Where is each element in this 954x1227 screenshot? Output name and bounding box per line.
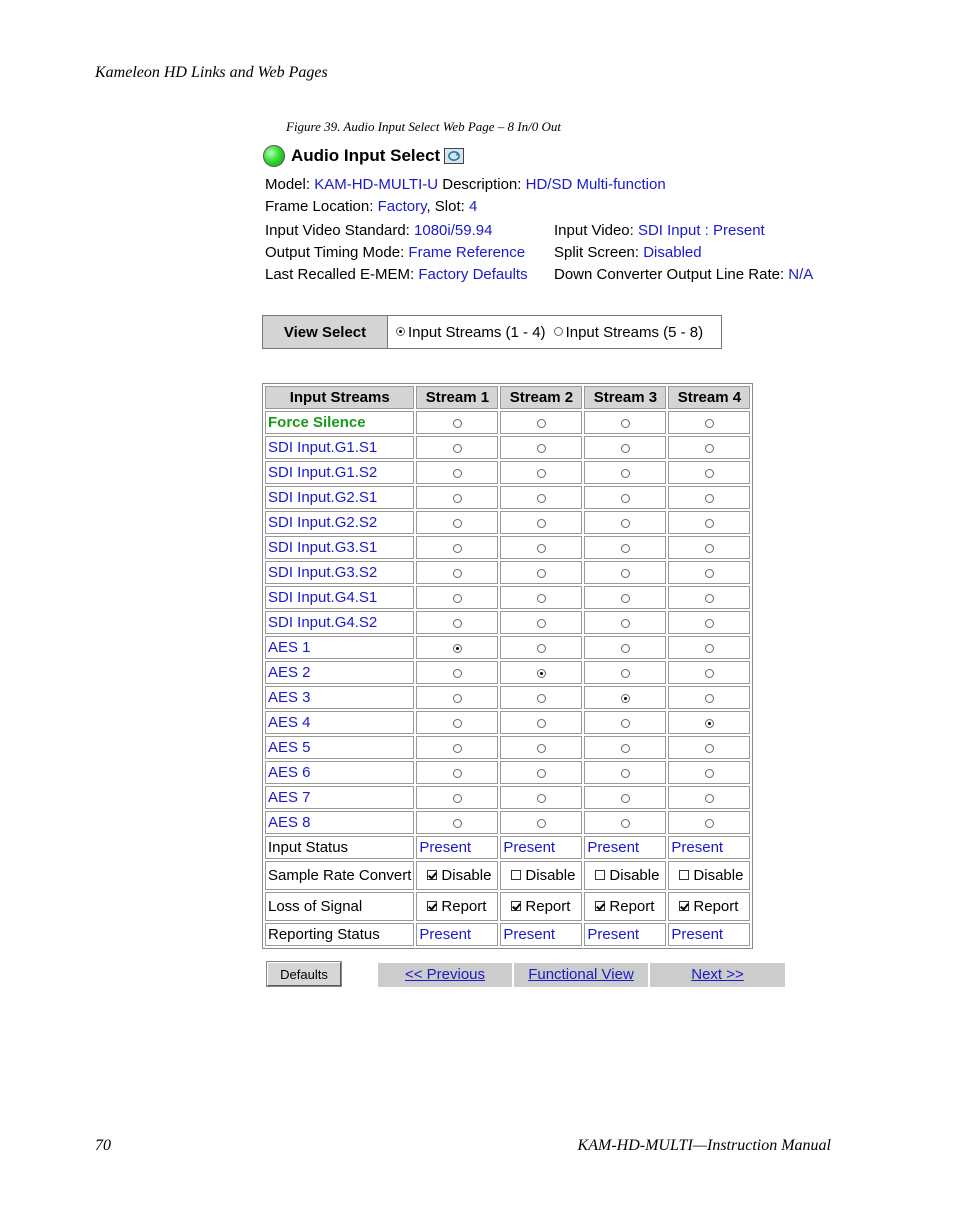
loss-of-signal-row-label: Loss of Signal bbox=[265, 892, 414, 921]
input-source-link[interactable]: AES 5 bbox=[265, 736, 414, 759]
checkbox-label: Disable bbox=[441, 867, 492, 884]
stream-radio-button[interactable] bbox=[537, 444, 546, 453]
frame-location-value[interactable]: Factory bbox=[377, 198, 427, 215]
refresh-icon[interactable] bbox=[444, 148, 464, 164]
page-title: Audio Input Select bbox=[291, 146, 441, 165]
checkbox-cell bbox=[500, 861, 582, 890]
stream-radio-button[interactable] bbox=[621, 519, 630, 528]
stream-radio-button[interactable] bbox=[453, 469, 462, 478]
stream-radio-cell bbox=[584, 686, 666, 709]
stream-radio-button[interactable] bbox=[705, 694, 714, 703]
model-line bbox=[265, 176, 666, 193]
stream-radio-button[interactable] bbox=[705, 769, 714, 778]
input-source-link[interactable]: SDI Input.G3.S1 bbox=[265, 536, 414, 559]
page-number: 70 bbox=[95, 1137, 111, 1154]
table-row bbox=[265, 761, 750, 784]
stream-radio-cell bbox=[416, 686, 498, 709]
status-value[interactable]: Present bbox=[584, 836, 666, 859]
stream-radio-cell bbox=[416, 511, 498, 534]
stream-radio-cell bbox=[416, 636, 498, 659]
description-value: HD/SD Multi-function bbox=[525, 176, 666, 193]
frame-location-label: Frame Location: bbox=[265, 198, 374, 215]
reporting-status-row-label: Reporting Status bbox=[265, 923, 414, 946]
stream-radio-button[interactable] bbox=[453, 819, 462, 828]
stream-radio-cell bbox=[500, 786, 582, 809]
stream-radio-button[interactable] bbox=[537, 544, 546, 553]
input-source-link[interactable]: AES 7 bbox=[265, 786, 414, 809]
table-row bbox=[265, 811, 750, 834]
stream-radio-cell bbox=[584, 586, 666, 609]
checkbox-cell bbox=[584, 861, 666, 890]
input-source-link[interactable]: SDI Input.G4.S2 bbox=[265, 611, 414, 634]
manual-title: KAM-HD-MULTI—Instruction Manual bbox=[577, 1137, 831, 1154]
stream-radio-cell bbox=[500, 736, 582, 759]
table-row bbox=[265, 461, 750, 484]
force-silence-label: Force Silence bbox=[265, 411, 414, 434]
checkbox-label: Report bbox=[441, 898, 487, 915]
table-row bbox=[265, 586, 750, 609]
stream-radio-button[interactable] bbox=[453, 444, 462, 453]
frame-location-line bbox=[265, 198, 477, 215]
stream-radio-cell bbox=[500, 436, 582, 459]
table-row bbox=[265, 661, 750, 684]
col-header-input-streams: Input Streams bbox=[265, 386, 414, 409]
split-screen-label: Split Screen: bbox=[554, 244, 640, 261]
stream-radio-button[interactable] bbox=[537, 769, 546, 778]
stream-radio-cell bbox=[668, 461, 750, 484]
input-source-link[interactable]: AES 8 bbox=[265, 811, 414, 834]
stream-radio-button[interactable] bbox=[705, 719, 714, 728]
stream-radio-cell bbox=[668, 661, 750, 684]
table-row bbox=[265, 561, 750, 584]
checkbox-label: Report bbox=[693, 898, 739, 915]
stream-radio-button[interactable] bbox=[705, 419, 714, 428]
checkbox-cell bbox=[416, 892, 498, 921]
stream-radio-button[interactable] bbox=[705, 619, 714, 628]
stream-radio-button[interactable] bbox=[453, 419, 462, 428]
stream-radio-button[interactable] bbox=[537, 494, 546, 503]
output-timing-mode-line bbox=[265, 244, 525, 261]
functional-view-link[interactable]: Functional View bbox=[514, 963, 648, 987]
stream-radio-cell bbox=[668, 511, 750, 534]
stream-radio-button[interactable] bbox=[453, 769, 462, 778]
stream-radio-cell bbox=[416, 736, 498, 759]
input-source-link[interactable]: SDI Input.G3.S2 bbox=[265, 561, 414, 584]
stream-radio-cell bbox=[584, 811, 666, 834]
stream-radio-cell bbox=[500, 611, 582, 634]
stream-radio-cell bbox=[416, 461, 498, 484]
stream-radio-button[interactable] bbox=[705, 794, 714, 803]
table-row bbox=[265, 486, 750, 509]
stream-radio-cell bbox=[584, 636, 666, 659]
checkbox[interactable] bbox=[595, 870, 605, 880]
last-recalled-label: Last Recalled E-MEM: bbox=[265, 266, 415, 283]
stream-radio-cell bbox=[668, 411, 750, 434]
input-status-row-label: Input Status bbox=[265, 836, 414, 859]
stream-radio-button[interactable] bbox=[705, 669, 714, 678]
stream-radio-button[interactable] bbox=[705, 544, 714, 553]
stream-radio-button[interactable] bbox=[621, 744, 630, 753]
stream-radio-button[interactable] bbox=[537, 469, 546, 478]
stream-radio-cell bbox=[500, 711, 582, 734]
stream-radio-button[interactable] bbox=[453, 669, 462, 678]
split-screen-value[interactable]: Disabled bbox=[643, 244, 702, 261]
stream-radio-button[interactable] bbox=[537, 794, 546, 803]
stream-radio-cell bbox=[668, 761, 750, 784]
status-value[interactable]: Present bbox=[668, 923, 750, 946]
stream-radio-button[interactable] bbox=[621, 419, 630, 428]
stream-radio-cell bbox=[668, 536, 750, 559]
last-recalled-value[interactable]: Factory Defaults bbox=[418, 266, 528, 283]
stream-radio-cell bbox=[584, 436, 666, 459]
stream-radio-cell bbox=[584, 711, 666, 734]
table-row bbox=[265, 736, 750, 759]
table-row bbox=[265, 686, 750, 709]
stream-radio-button[interactable] bbox=[621, 669, 630, 678]
table-row bbox=[265, 536, 750, 559]
col-header-stream-4: Stream 4 bbox=[668, 386, 750, 409]
last-recalled-line bbox=[265, 266, 528, 283]
stream-radio-button[interactable] bbox=[621, 794, 630, 803]
output-timing-mode-value[interactable]: Frame Reference bbox=[408, 244, 526, 261]
input-source-link[interactable]: SDI Input.G1.S2 bbox=[265, 461, 414, 484]
stream-radio-button[interactable] bbox=[453, 544, 462, 553]
stream-radio-cell bbox=[500, 636, 582, 659]
stream-radio-button[interactable] bbox=[621, 569, 630, 578]
col-header-stream-3: Stream 3 bbox=[584, 386, 666, 409]
input-source-link[interactable]: AES 1 bbox=[265, 636, 414, 659]
stream-radio-cell bbox=[584, 461, 666, 484]
checkbox-label: Disable bbox=[609, 867, 660, 884]
defaults-button[interactable]: Defaults bbox=[267, 962, 341, 986]
stream-radio-button[interactable] bbox=[705, 494, 714, 503]
checkbox-cell bbox=[668, 892, 750, 921]
stream-radio-cell bbox=[416, 811, 498, 834]
slot-label: , Slot: bbox=[426, 198, 465, 215]
view-select-panel bbox=[262, 315, 722, 349]
down-converter-line bbox=[554, 266, 813, 283]
status-value[interactable]: Present bbox=[668, 836, 750, 859]
table-header-row bbox=[265, 386, 750, 409]
checkbox-cell bbox=[668, 861, 750, 890]
stream-radio-cell bbox=[668, 561, 750, 584]
stream-radio-button[interactable] bbox=[537, 644, 546, 653]
stream-radio-button[interactable] bbox=[621, 769, 630, 778]
stream-radio-cell bbox=[416, 436, 498, 459]
radio-icon[interactable] bbox=[554, 327, 563, 336]
stream-radio-cell bbox=[416, 611, 498, 634]
input-source-link[interactable]: SDI Input.G4.S1 bbox=[265, 586, 414, 609]
stream-radio-cell bbox=[500, 511, 582, 534]
stream-radio-cell bbox=[500, 761, 582, 784]
figure-caption: Figure 39. Audio Input Select Web Page – 8 In/0 Out bbox=[286, 119, 561, 134]
stream-radio-cell bbox=[500, 461, 582, 484]
status-led-icon bbox=[263, 145, 285, 167]
stream-radio-cell bbox=[500, 486, 582, 509]
stream-radio-cell bbox=[668, 486, 750, 509]
stream-radio-cell bbox=[416, 661, 498, 684]
sample-rate-convert-row-label: Sample Rate Convert bbox=[265, 861, 414, 890]
checkbox[interactable] bbox=[679, 901, 689, 911]
stream-radio-button[interactable] bbox=[705, 444, 714, 453]
checkbox-cell bbox=[584, 892, 666, 921]
view-option-label: Input Streams (1 - 4) bbox=[408, 323, 546, 341]
slot-value: 4 bbox=[469, 198, 478, 215]
stream-radio-cell bbox=[500, 411, 582, 434]
stream-radio-cell bbox=[584, 536, 666, 559]
view-option-streams-5-8[interactable] bbox=[554, 324, 704, 341]
stream-radio-cell bbox=[584, 511, 666, 534]
stream-radio-button[interactable] bbox=[537, 819, 546, 828]
stream-radio-cell bbox=[668, 611, 750, 634]
stream-radio-cell bbox=[584, 561, 666, 584]
stream-radio-cell bbox=[584, 661, 666, 684]
stream-radio-button[interactable] bbox=[537, 519, 546, 528]
stream-radio-button[interactable] bbox=[453, 744, 462, 753]
view-option-streams-1-4[interactable] bbox=[396, 324, 546, 341]
stream-radio-button[interactable] bbox=[705, 744, 714, 753]
status-value[interactable]: Present bbox=[416, 923, 498, 946]
stream-radio-cell bbox=[668, 686, 750, 709]
stream-radio-cell bbox=[668, 736, 750, 759]
model-label: Model: bbox=[265, 176, 311, 193]
description-label: Description: bbox=[442, 176, 522, 193]
stream-radio-button[interactable] bbox=[453, 594, 462, 603]
input-source-link[interactable]: SDI Input.G2.S2 bbox=[265, 511, 414, 534]
view-option-label: Input Streams (5 - 8) bbox=[565, 323, 704, 341]
input-video-line bbox=[554, 222, 765, 239]
stream-radio-button[interactable] bbox=[621, 619, 630, 628]
input-source-link[interactable]: AES 4 bbox=[265, 711, 414, 734]
stream-radio-button[interactable] bbox=[453, 644, 462, 653]
checkbox[interactable] bbox=[427, 870, 437, 880]
checkbox[interactable] bbox=[679, 870, 689, 880]
page-title-row bbox=[263, 143, 464, 169]
stream-radio-button[interactable] bbox=[453, 694, 462, 703]
table-row bbox=[265, 436, 750, 459]
view-select-label: View Select bbox=[263, 316, 388, 348]
model-value: KAM-HD-MULTI-U bbox=[314, 176, 439, 193]
checkbox-label: Report bbox=[609, 898, 655, 915]
stream-radio-cell bbox=[500, 811, 582, 834]
navigation-bar bbox=[378, 963, 787, 987]
table-row bbox=[265, 711, 750, 734]
stream-radio-button[interactable] bbox=[621, 469, 630, 478]
down-converter-label: Down Converter Output Line Rate: bbox=[554, 266, 785, 283]
checkbox-label: Disable bbox=[525, 867, 576, 884]
stream-radio-cell bbox=[500, 586, 582, 609]
stream-radio-cell bbox=[584, 411, 666, 434]
input-source-link[interactable]: AES 3 bbox=[265, 686, 414, 709]
sample-rate-convert-row bbox=[265, 861, 750, 890]
stream-radio-cell bbox=[416, 711, 498, 734]
input-video-label: Input Video: bbox=[554, 222, 634, 239]
stream-radio-button[interactable] bbox=[537, 669, 546, 678]
stream-radio-cell bbox=[416, 411, 498, 434]
checkbox[interactable] bbox=[511, 901, 521, 911]
stream-radio-cell bbox=[584, 786, 666, 809]
stream-radio-button[interactable] bbox=[705, 469, 714, 478]
stream-radio-button[interactable] bbox=[537, 694, 546, 703]
table-row bbox=[265, 511, 750, 534]
col-header-stream-1: Stream 1 bbox=[416, 386, 498, 409]
view-select-options bbox=[388, 316, 711, 348]
checkbox-label: Disable bbox=[693, 867, 744, 884]
table-row bbox=[265, 636, 750, 659]
stream-radio-button[interactable] bbox=[621, 494, 630, 503]
stream-radio-button[interactable] bbox=[537, 594, 546, 603]
table-row bbox=[265, 611, 750, 634]
stream-radio-cell bbox=[416, 761, 498, 784]
stream-radio-button[interactable] bbox=[537, 419, 546, 428]
stream-radio-cell bbox=[668, 636, 750, 659]
input-source-link[interactable]: AES 2 bbox=[265, 661, 414, 684]
stream-radio-cell bbox=[500, 536, 582, 559]
status-value[interactable]: Present bbox=[584, 923, 666, 946]
input-video-standard-line bbox=[265, 222, 492, 239]
down-converter-value[interactable]: N/A bbox=[788, 266, 814, 283]
table-row-force-silence bbox=[265, 411, 750, 434]
stream-radio-button[interactable] bbox=[453, 794, 462, 803]
stream-radio-button[interactable] bbox=[621, 819, 630, 828]
input-source-link[interactable]: AES 6 bbox=[265, 761, 414, 784]
stream-radio-cell bbox=[416, 561, 498, 584]
stream-radio-cell bbox=[584, 761, 666, 784]
col-header-stream-2: Stream 2 bbox=[500, 386, 582, 409]
stream-radio-cell bbox=[668, 786, 750, 809]
stream-radio-cell bbox=[416, 786, 498, 809]
stream-radio-button[interactable] bbox=[705, 519, 714, 528]
stream-radio-cell bbox=[416, 486, 498, 509]
output-timing-mode-label: Output Timing Mode: bbox=[265, 244, 405, 261]
next-link[interactable]: Next >> bbox=[650, 963, 785, 987]
stream-radio-button[interactable] bbox=[537, 619, 546, 628]
stream-radio-button[interactable] bbox=[705, 569, 714, 578]
checkbox-label: Report bbox=[525, 898, 571, 915]
stream-radio-button[interactable] bbox=[453, 569, 462, 578]
stream-radio-cell bbox=[668, 436, 750, 459]
stream-radio-button[interactable] bbox=[705, 819, 714, 828]
stream-radio-cell bbox=[584, 486, 666, 509]
stream-radio-cell bbox=[668, 711, 750, 734]
stream-radio-cell bbox=[668, 586, 750, 609]
checkbox[interactable] bbox=[427, 901, 437, 911]
input-video-standard-value[interactable]: 1080i/59.94 bbox=[414, 222, 493, 239]
stream-radio-cell bbox=[584, 611, 666, 634]
checkbox[interactable] bbox=[595, 901, 605, 911]
table-row bbox=[265, 786, 750, 809]
stream-radio-button[interactable] bbox=[621, 594, 630, 603]
stream-radio-button[interactable] bbox=[453, 719, 462, 728]
previous-link[interactable]: << Previous bbox=[378, 963, 512, 987]
stream-radio-button[interactable] bbox=[621, 644, 630, 653]
reporting-status-row bbox=[265, 923, 750, 946]
stream-radio-button[interactable] bbox=[453, 619, 462, 628]
loss-of-signal-row bbox=[265, 892, 750, 921]
stream-radio-cell bbox=[500, 686, 582, 709]
stream-radio-cell bbox=[500, 661, 582, 684]
input-video-standard-label: Input Video Standard: bbox=[265, 222, 410, 239]
stream-radio-button[interactable] bbox=[705, 644, 714, 653]
stream-radio-button[interactable] bbox=[537, 744, 546, 753]
stream-radio-button[interactable] bbox=[621, 694, 630, 703]
input-video-value[interactable]: SDI Input : Present bbox=[637, 222, 765, 239]
stream-radio-button[interactable] bbox=[537, 569, 546, 578]
checkbox[interactable] bbox=[511, 870, 521, 880]
input-status-row bbox=[265, 836, 750, 859]
stream-radio-button[interactable] bbox=[537, 719, 546, 728]
stream-radio-button[interactable] bbox=[453, 494, 462, 503]
status-value[interactable]: Present bbox=[416, 836, 498, 859]
checkbox-cell bbox=[416, 861, 498, 890]
stream-radio-cell bbox=[416, 586, 498, 609]
stream-radio-button[interactable] bbox=[453, 519, 462, 528]
stream-radio-button[interactable] bbox=[621, 544, 630, 553]
running-head: Kameleon HD Links and Web Pages bbox=[95, 64, 328, 81]
status-value[interactable]: Present bbox=[500, 836, 582, 859]
input-source-link[interactable]: SDI Input.G1.S1 bbox=[265, 436, 414, 459]
input-streams-table bbox=[262, 383, 753, 949]
stream-radio-button[interactable] bbox=[705, 594, 714, 603]
stream-radio-cell bbox=[500, 561, 582, 584]
split-screen-line bbox=[554, 244, 702, 261]
stream-radio-button[interactable] bbox=[621, 719, 630, 728]
stream-radio-button[interactable] bbox=[621, 444, 630, 453]
radio-icon[interactable] bbox=[396, 327, 405, 336]
stream-radio-cell bbox=[584, 736, 666, 759]
status-value[interactable]: Present bbox=[500, 923, 582, 946]
stream-radio-cell bbox=[416, 536, 498, 559]
stream-radio-cell bbox=[668, 811, 750, 834]
input-source-link[interactable]: SDI Input.G2.S1 bbox=[265, 486, 414, 509]
checkbox-cell bbox=[500, 892, 582, 921]
